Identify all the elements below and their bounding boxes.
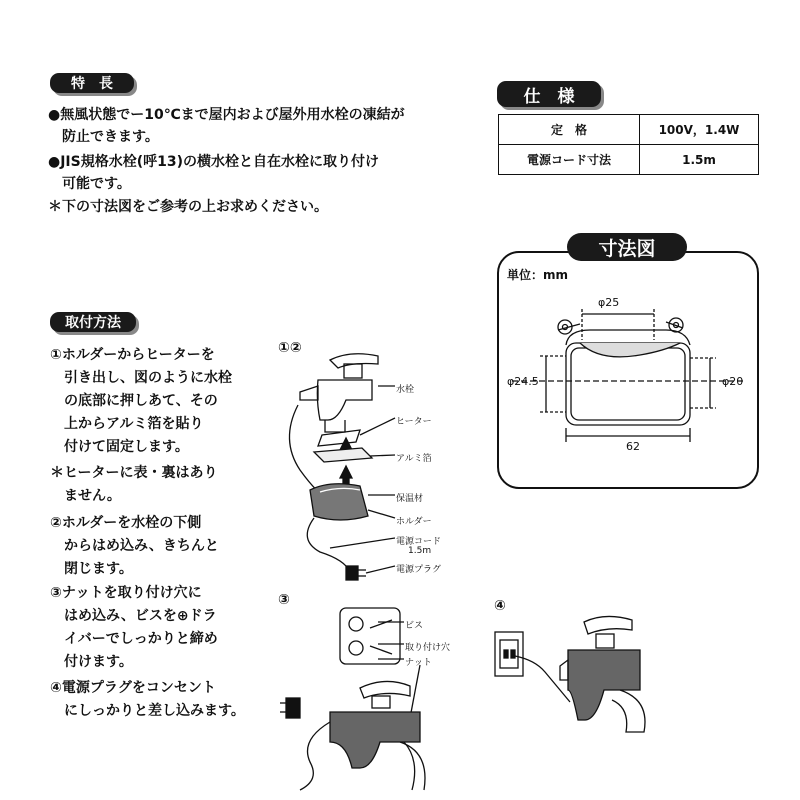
install-line: 付けます。 <box>50 654 133 670</box>
install-line: ②ホルダーを水栓の下側 <box>50 515 202 531</box>
install-line: はめ込み、ビスを⊕ドラ <box>50 608 217 624</box>
fig12-label-foil: アルミ箔 <box>396 454 432 464</box>
dim-phi25: φ25 <box>598 296 620 309</box>
dim-phi245: φ24.5 <box>507 375 539 388</box>
spec-label: 定 格 <box>499 115 640 145</box>
install-line: 閉じます。 <box>50 561 133 577</box>
install-line: 引き出し、図のように水栓 <box>50 370 232 386</box>
fig12-label-plug: 電源プラグ <box>396 565 442 575</box>
install-line: ③ナットを取り付け穴に <box>50 585 202 601</box>
spec-value: 1.5m <box>640 145 759 175</box>
feature-line-3: ●JIS規格水栓(呼13)の横水栓と自在水栓に取り付け <box>48 154 379 170</box>
spec-title: 仕 様 <box>497 81 601 107</box>
install-line: ＊ヒーターに表・裏はあり <box>50 465 218 481</box>
fig12-drawing <box>289 354 395 580</box>
feature-line-2: 防止できます。 <box>48 129 159 145</box>
dim-width: 62 <box>626 440 640 453</box>
fig12-label-holder: ホルダー <box>396 517 432 527</box>
feature-line-1: ●無風状態でー10℃まで屋内および屋外用水栓の凍結が <box>48 107 405 123</box>
install-line: からはめ込み、きちんと <box>50 538 219 554</box>
install-line: 上からアルミ箔を貼り <box>50 416 204 432</box>
fig4-drawing <box>495 616 645 732</box>
fig-step4-label: ④ <box>494 598 506 614</box>
install-line: ①ホルダーからヒーターを <box>50 347 215 363</box>
fig3-label-hole: 取り付け穴 <box>405 643 451 653</box>
install-line: ④電源プラグをコンセント <box>50 680 216 696</box>
fig-step3-label: ③ <box>278 592 290 608</box>
install-title: 取付方法 <box>50 312 136 332</box>
fig3-label-screw: ビス <box>405 621 424 631</box>
install-line: 付けて固定します。 <box>50 439 189 455</box>
spec-label: 電源コード寸法 <box>499 145 640 175</box>
spec-value: 100V，1.4W <box>640 115 759 145</box>
fig12-label-insulation: 保温材 <box>396 494 424 504</box>
dimension-drawing <box>512 309 745 442</box>
install-line: の底部に押しあて、その <box>50 393 218 409</box>
fig12-label-faucet: 水栓 <box>396 385 415 395</box>
fig3-label-nut: ナット <box>405 658 432 668</box>
install-line: ません。 <box>50 488 121 504</box>
dim-phi20: φ20 <box>722 375 744 388</box>
feature-line-4: 可能です。 <box>48 176 131 192</box>
fig12-label-cord: 電源コード <box>396 537 442 547</box>
dimension-unit: 単位：mm <box>507 268 569 282</box>
dimension-title: 寸法図 <box>567 233 687 261</box>
install-line: にしっかりと差し込みます。 <box>50 703 245 719</box>
install-line: イバーでしっかりと締め <box>50 631 218 647</box>
fig12-label-heater: ヒーター <box>396 417 432 427</box>
feature-line-5: ＊下の寸法図をご参考の上お求めください。 <box>48 199 328 215</box>
fig-step12-label: ①② <box>278 340 302 356</box>
fig12-label-cord-length: 1.5m <box>408 546 432 556</box>
fig3-drawing <box>280 608 425 790</box>
features-title: 特 長 <box>50 73 134 93</box>
